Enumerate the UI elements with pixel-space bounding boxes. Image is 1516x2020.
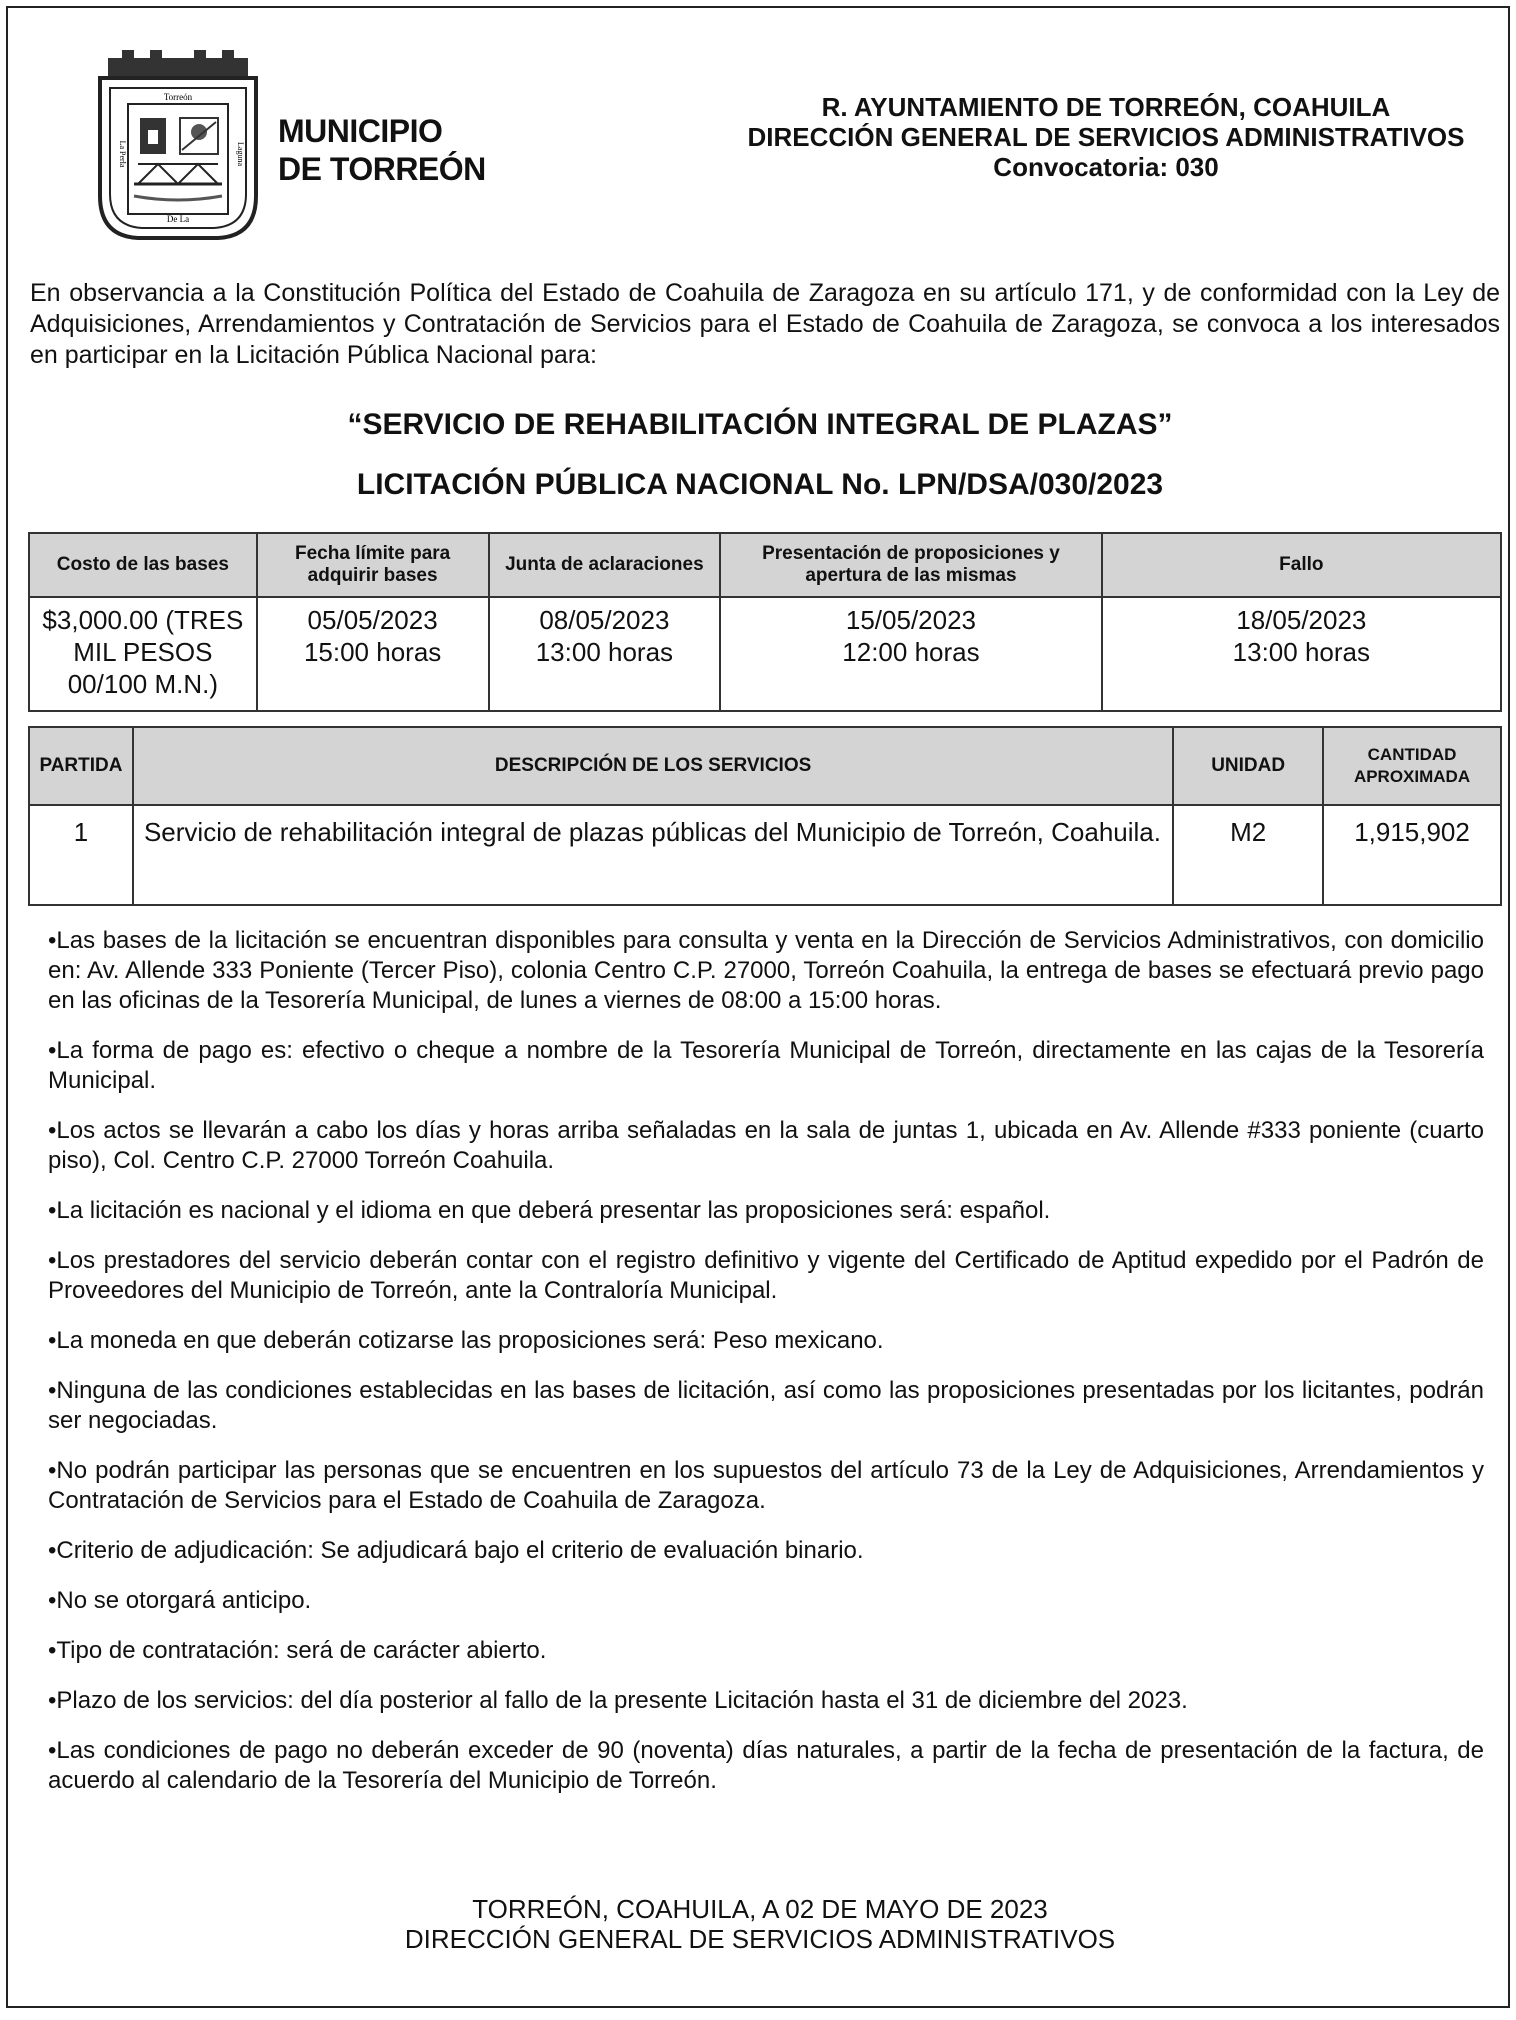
header-line-2: DIRECCIÓN GENERAL DE SERVICIOS ADMINISTRATIVOS	[747, 122, 1465, 152]
descripcion-cell: Servicio de rehabilitación integral de plazas públicas del Municipio de Torreón, Coahuila.	[133, 805, 1173, 905]
limit-cell	[257, 597, 489, 711]
presentation-cell	[720, 597, 1101, 711]
header-line-1: R. AYUNTAMIENTO DE TORREÓN, COAHUILA	[821, 92, 1391, 122]
cantidad-cell: 1,915,902	[1323, 805, 1501, 905]
junta-date: 08/05/2023	[539, 605, 670, 635]
junta-time: 13:00 horas	[535, 637, 674, 667]
intro-paragraph: En observancia a la Constitución Política del Estado de Coahuila de Zaragoza en su artículo 171, y de conformidad con la Ley de Adquisiciones, Arrendamientos y Contratación de Servicios para el Estado de Coahuila de Zaragoza, se convoca a los interesados en participar en la Licitación Pública Nacional para:	[30, 279, 1500, 369]
logo-line-2: DE TORREÓN	[278, 151, 486, 187]
list-item: • La moneda en que deberán cotizarse las proposiciones será: Peso mexicano.	[48, 1326, 1484, 1356]
footer-line-1: TORREÓN, COAHUILA, A 02 DE MAYO DE 2023	[472, 1894, 1048, 1924]
conditions-list	[48, 926, 1484, 1816]
crest-left-text: La Perla	[118, 140, 127, 168]
items-table	[28, 726, 1502, 906]
list-item: • Los actos se llevarán a cabo los días y horas arriba señaladas en la sala de juntas 1, ubicada en Av. Allende #333 poniente (cuarto piso), Col. Centro C.P. 27000 Torreón Coahuila.	[48, 1116, 1484, 1176]
schedule-table	[28, 532, 1502, 712]
list-item: • Los prestadores del servicio deberán contar con el registro definitivo y vigente del Certificado de Aptitud expedido por el Padrón de Proveedores del Municipio de Torreón, ante la Contraloría Municipal.	[48, 1246, 1484, 1306]
fallo-date: 18/05/2023	[1236, 605, 1367, 635]
list-item: • Tipo de contratación: será de carácter abierto.	[48, 1636, 1484, 1666]
header-junta: Junta de aclaraciones	[489, 533, 721, 597]
torreon-crest-icon	[88, 46, 268, 246]
footer-signature	[8, 1894, 1512, 1954]
header-descripcion: DESCRIPCIÓN DE LOS SERVICIOS	[133, 727, 1173, 805]
schedule-header-row	[29, 533, 1501, 597]
header-presentation: Presentación de proposiciones y apertura de las mismas	[720, 533, 1101, 597]
unidad-cell: M2	[1173, 805, 1323, 905]
header-cost: Costo de las bases	[29, 533, 257, 597]
partida-cell: 1	[29, 805, 133, 905]
footer-line-2: DIRECCIÓN GENERAL DE SERVICIOS ADMINISTRATIVOS	[404, 1924, 1116, 1954]
municipality-logo-text	[278, 112, 486, 188]
header-fallo: Fallo	[1102, 533, 1501, 597]
list-item: • Las bases de la licitación se encuentran disponibles para consulta y venta en la Dirección de Servicios Administrativos, con domicilio en: Av. Allende 333 Poniente (Tercer Piso), colonia Centro C.P. 27000, Torreón Coahuila, la entrega de bases se efectuará previo pago en las oficinas de la Tesorería Municipal, de lunes a viernes de 08:00 a 15:00 horas.	[48, 926, 1484, 1016]
list-item: • Criterio de adjudicación: Se adjudicará bajo el criterio de evaluación binario.	[48, 1536, 1484, 1566]
table-row	[29, 805, 1501, 905]
tender-number-title: LICITACIÓN PÚBLICA NACIONAL No. LPN/DSA/030/2023	[356, 468, 1164, 501]
header-block	[726, 92, 1486, 182]
list-item: • Plazo de los servicios: del día posterior al fallo de la presente Licitación hasta el 31 de diciembre del 2023.	[48, 1686, 1484, 1716]
header-limit-date: Fecha límite para adquirir bases	[257, 533, 489, 597]
list-item: • La forma de pago es: efectivo o cheque a nombre de la Tesorería Municipal de Torreón, directamente en las cajas de la Tesorería Municipal.	[48, 1036, 1484, 1096]
crest-right-text: Laguna	[236, 142, 245, 166]
document-page	[6, 6, 1510, 2008]
list-item: • La licitación es nacional y el idioma en que deberá presentar las proposiciones será: español.	[48, 1196, 1484, 1226]
limit-date: 05/05/2023	[307, 605, 438, 635]
items-header-row	[29, 727, 1501, 805]
list-item: • Ninguna de las condiciones establecidas en las bases de licitación, así como las proposiciones presentadas por los licitantes, podrán ser negociadas.	[48, 1376, 1484, 1436]
present-date: 15/05/2023	[845, 605, 977, 635]
fallo-cell	[1102, 597, 1501, 711]
header-cantidad: CANTIDAD APROXIMADA	[1323, 727, 1501, 805]
header-partida: PARTIDA	[29, 727, 133, 805]
service-title: “SERVICIO DE REHABILITACIÓN INTEGRAL DE PLAZAS”	[347, 408, 1173, 441]
header-line-3: Convocatoria: 030	[993, 152, 1219, 182]
header-unidad: UNIDAD	[1173, 727, 1323, 805]
present-time: 12:00 horas	[842, 637, 980, 667]
list-item: • Las condiciones de pago no deberán exceder de 90 (noventa) días naturales, a partir de la fecha de presentación de la factura, de acuerdo al calendario de la Tesorería del Municipio de Torreón.	[48, 1736, 1484, 1796]
limit-time: 15:00 horas	[303, 637, 442, 667]
crest-bottom-text: De La	[166, 214, 190, 224]
list-item: • No se otorgará anticipo.	[48, 1586, 1484, 1616]
cost-cell: $3,000.00 (TRES MIL PESOS 00/100 M.N.)	[29, 597, 257, 711]
logo-line-1: MUNICIPIO	[278, 113, 443, 149]
schedule-row	[29, 597, 1501, 711]
fallo-time: 13:00 horas	[1232, 637, 1370, 667]
crest-top-text: Torreón	[163, 92, 193, 102]
list-item: • No podrán participar las personas que se encuentren en los supuestos del artículo 73 de la Ley de Adquisiciones, Arrendamientos y Contratación de Servicios para el Estado de Coahuila de Zaragoza.	[48, 1456, 1484, 1516]
junta-cell	[489, 597, 721, 711]
